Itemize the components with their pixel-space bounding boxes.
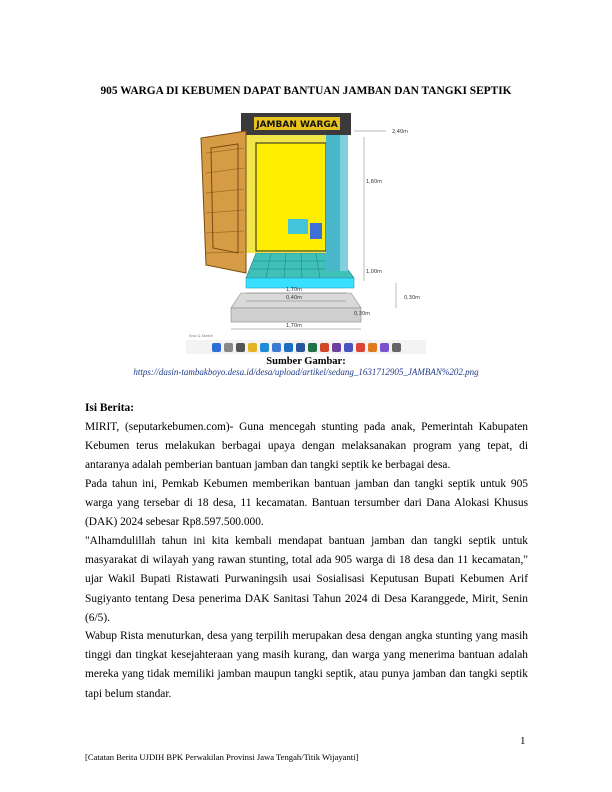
taskbar-strip [186, 340, 426, 354]
settings-icon [392, 343, 401, 352]
paragraph: Wabup Rista menuturkan, desa yang terpilih merupakan desa dengan angka stunting yang masih tinggi dan tingkat kesejahteraan yang masih kurang, dan warga yang menerima bantuan adalah mereka yang tidak memiliki jamban maupun tangki septik, atau punya jamban dan tangki septik tapi belum standar. [85, 630, 528, 700]
dimension-label: 1,70m [286, 323, 303, 329]
dimension-label: 1,70m [286, 287, 303, 293]
dimension-label: 1,00m [366, 269, 383, 275]
mail-icon [284, 343, 293, 352]
store-icon [272, 343, 281, 352]
footer-note: [Catatan Berita UJDIH BPK Perwakilan Provinsi Jawa Tengah/Titik Wijayanti] [85, 752, 359, 762]
toilet-illustration [186, 103, 426, 339]
dimension-label: 0,30m [404, 295, 421, 301]
image-source-url[interactable]: https://dasin-tambakboyo.desa.id/desa/upload/artikel/sedang_1631712905_JAMBAN%202.png [133, 367, 479, 377]
teams-icon [344, 343, 353, 352]
paragraph: MIRIT, (seputarkebumen.com)- Guna mencegah stunting pada anak, Pemerintah Kabupaten Kebumen terus melakukan berbagai upaya dengan melaksanakan program yang tepat, di antaranya adalah pemberian bantuan jamban dan tangki septik ke berbagai desa. [85, 421, 528, 472]
article-title: 905 WARGA DI KEBUMEN DAPAT BANTUAN JAMBAN DAN TANGKI SEPTIK [100, 85, 512, 97]
image-source-label: Sumber Gambar: [266, 356, 346, 367]
dimension-label: 2,40m [392, 129, 409, 135]
search-icon [224, 343, 233, 352]
dimension-label: 1,60m [366, 179, 383, 185]
photos-icon [332, 343, 341, 352]
excel-icon [308, 343, 317, 352]
watermark-text: Snip & Sketch [189, 334, 214, 338]
powerpoint-icon [320, 343, 329, 352]
windows-icon [212, 343, 221, 352]
task-view-icon [236, 343, 245, 352]
section-heading: Isi Berita: [85, 402, 135, 414]
dimension-label: 0,30m [354, 311, 371, 317]
media-icon [368, 343, 377, 352]
page-number: 1 [520, 735, 526, 747]
word-icon [296, 343, 305, 352]
paragraph: Pada tahun ini, Pemkab Kebumen memberikan bantuan jamban dan tangki septik untuk 905 warga yang tersebar di 18 desa, 11 kecamatan. Bantuan tersumber dari Dana Alokasi Khusus (DAK) 2024 sebesar Rp8.597.500.000. [85, 478, 528, 529]
snip-icon [380, 343, 389, 352]
dimension-label: 0,40m [286, 295, 303, 301]
chrome-icon [356, 343, 365, 352]
sign-text: JAMBAN WARGA [256, 120, 338, 130]
paragraph: "Alhamdulillah tahun ini kita kembali mendapat bantuan jamban dan tangki septik untuk masyarakat di wilayah yang rawan stunting, total ada 905 warga di 18 desa dan 11 kecamatan," ujar Wakil Bupati Ristawati Purwaningsih usai Sosialisasi Keputusan Bupati Kebumen Arif Sugiyanto tentang Desa penerima DAK Sanitasi Tahun 2024 di Desa Karanggede, Mirit, Senin (6/5). [85, 535, 528, 624]
file-explorer-icon [248, 343, 257, 352]
edge-icon [260, 343, 269, 352]
